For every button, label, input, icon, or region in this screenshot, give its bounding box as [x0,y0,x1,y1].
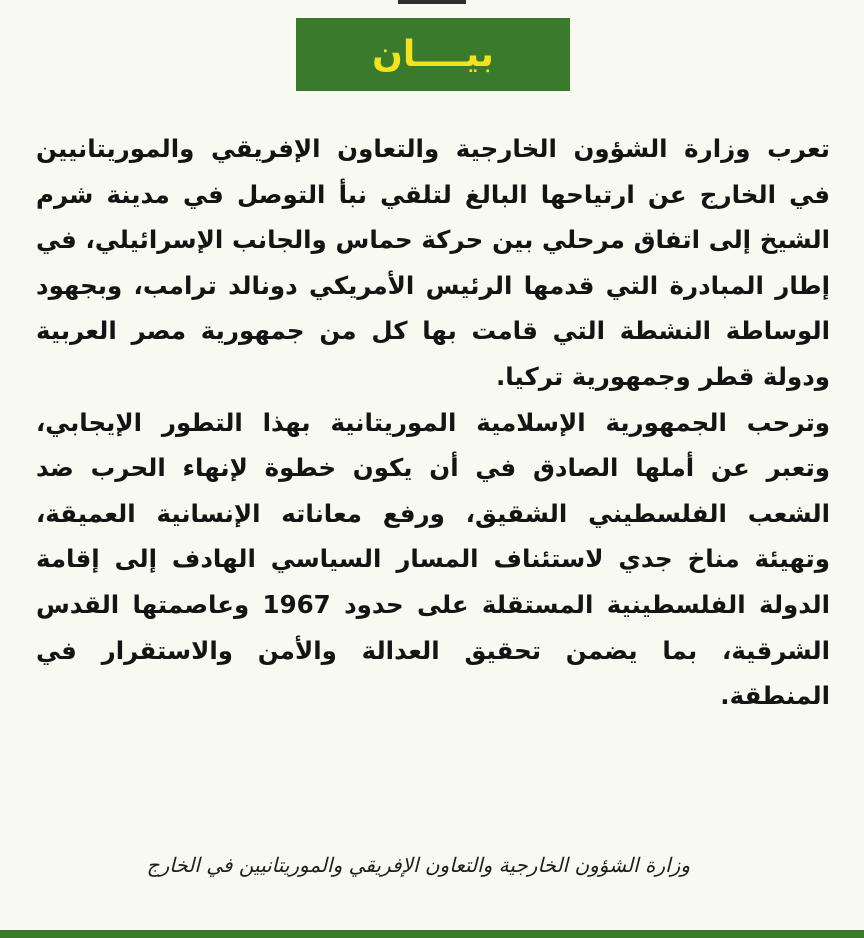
bottom-green-bar [0,930,864,938]
statement-body [36,126,830,719]
ministry-signature: وزارة الشؤون الخارجية والتعاون الإفريقي والموريتانيين في الخارج [146,853,690,877]
page-title: بيــــان [372,33,494,75]
statement-paragraph-1: تعرب وزارة الشؤون الخارجية والتعاون الإفريقي والموريتانيين في الخارج عن ارتياحها البالغ لتلقي نبأ التوصل في مدينة شرم الشيخ إلى اتفاق مرحلي بين حركة حماس والجانب الإسرائيلي، في إطار المبادرة التي قدمها الرئيس الأمريكي دونالد ترامب، وبجهود الوساطة النشطة التي قامت بها كل من جمهورية مصر العربية ودولة قطر وجمهورية تركيا. [36,134,830,391]
title-banner [296,18,570,91]
statement-paragraph-2: وترحب الجمهورية الإسلامية الموريتانية بهذا التطور الإيجابي، وتعبر عن أملها الصادق في أن يكون خطوة لإنهاء الحرب ضد الشعب الفلسطيني الشقيق، ورفع معاناته الإنسانية العميقة، وتهيئة مناخ جدي لاستئناف المسار السياسي الهادف إلى إقامة الدولة الفلسطينية المستقلة على حدود 1967 وعاصمتها القدس الشرقية، بما يضمن تحقيق العدالة والأمن والاستقرار في المنطقة. [36,407,830,711]
top-divider [398,0,466,4]
